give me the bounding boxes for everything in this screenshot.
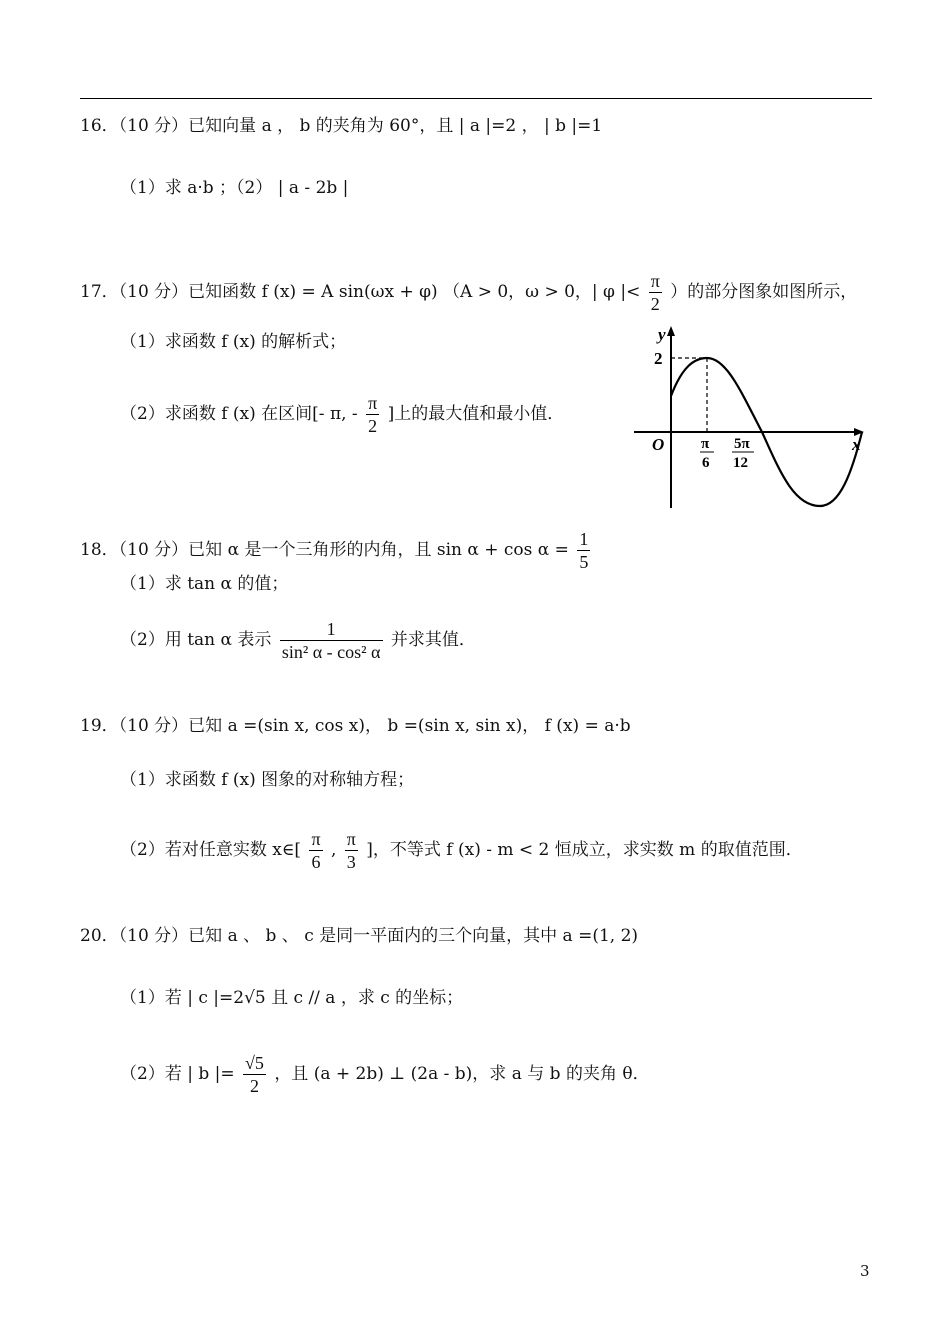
header-rule: [80, 98, 872, 99]
graph-y-label: y: [658, 325, 666, 344]
q17-stem: [80, 270, 857, 315]
q17-stem-end: ）的部分图象如图所示，: [670, 282, 858, 302]
graph-x-label: x: [852, 435, 861, 454]
q20-sub2-text: （2）若 | b |=: [120, 1064, 235, 1084]
graph-tick2-num: 5π: [734, 436, 750, 452]
q20-sub2: [120, 1052, 650, 1097]
sine-graph: [630, 322, 880, 512]
q19-sub2-comma: ,: [330, 840, 337, 860]
q20-sub1: （1）若 | c |=2√5 且 c // a ，求 c 的坐标；: [120, 988, 464, 1008]
q17-stem-text: 17．（10 分）已知函数 f (x) = A sin(ωx + φ) （A > 0，ω > 0，| φ |<: [80, 282, 641, 302]
q17-sub1: （1）求函数 f (x) 的解析式；: [120, 332, 347, 352]
q17-sub2-text: （2）求函数 f (x) 在区间[- π, -: [120, 404, 358, 424]
q20-sub2-fraction: $\frac{√5}{2}$: [245, 1053, 264, 1096]
q18-sub2-fraction: $\frac{1}{\text{sin² α - cos² α}}$: [281, 619, 381, 662]
graph-tick1-den: 6: [702, 455, 710, 471]
graph-origin: O: [652, 435, 665, 454]
q18-stem-text: 18．（10 分）已知 α 是一个三角形的内角，且 sin α + cos α =: [80, 540, 569, 560]
q18-sub2-end: 并求其值．: [390, 630, 476, 650]
q16-stem: 16．（10 分）已知向量 a ， b 的夹角为 60°，且 | a |=2 ， | b |=1: [80, 116, 603, 136]
q16-subquestions: （1）求 a·b ；（2） | a - 2b |: [120, 178, 349, 198]
q18-stem: [80, 528, 593, 573]
q17-sub2-fraction: $\frac{\pi}{2}$: [368, 393, 378, 436]
q18-sub2: [120, 618, 476, 663]
graph-tick1-num: π: [701, 436, 710, 452]
graph-y-arrow: [667, 326, 675, 336]
q20-stem: 20．（10 分）已知 a 、 b 、 c 是同一平面内的三个向量，其中 a =(1, 2): [80, 926, 639, 946]
q19-sub2-end: ]，不等式 f (x) - m < 2 恒成立，求实数 m 的取值范围．: [366, 840, 803, 860]
q18-sub2-text: （2）用 tan α 表示: [120, 630, 272, 650]
graph-tick2-den: 12: [733, 455, 748, 471]
graph-y-tick: 2: [654, 349, 663, 368]
q19-sub1: （1）求函数 f (x) 图象的对称轴方程；: [120, 770, 415, 790]
page-number: 3: [860, 1262, 870, 1280]
q19-sub2-text: （2）若对任意实数 x∈[: [120, 840, 302, 860]
q18-sub1: （1）求 tan α 的值；: [120, 574, 289, 594]
q19-sub2: [120, 828, 803, 873]
q17-fraction: $\frac{\pi}{2}$: [650, 271, 660, 314]
q20-sub2-end: ，且 (a + 2b) ⊥ (2a - b)，求 a 与 b 的夹角 θ．: [274, 1064, 650, 1084]
q18-fraction: $\frac{1}{5}$: [579, 529, 589, 572]
q19-sub2-fraction2: $\frac{\pi}{3}$: [346, 829, 356, 872]
q17-sub2: [120, 392, 564, 437]
q19-sub2-fraction1: $\frac{\pi}{6}$: [311, 829, 321, 872]
q17-sub2-end: ]上的最大值和最小值．: [387, 404, 565, 424]
q19-stem: 19．（10 分）已知 a =(sin x, cos x)， b =(sin x, sin x)， f (x) = a·b: [80, 716, 631, 736]
